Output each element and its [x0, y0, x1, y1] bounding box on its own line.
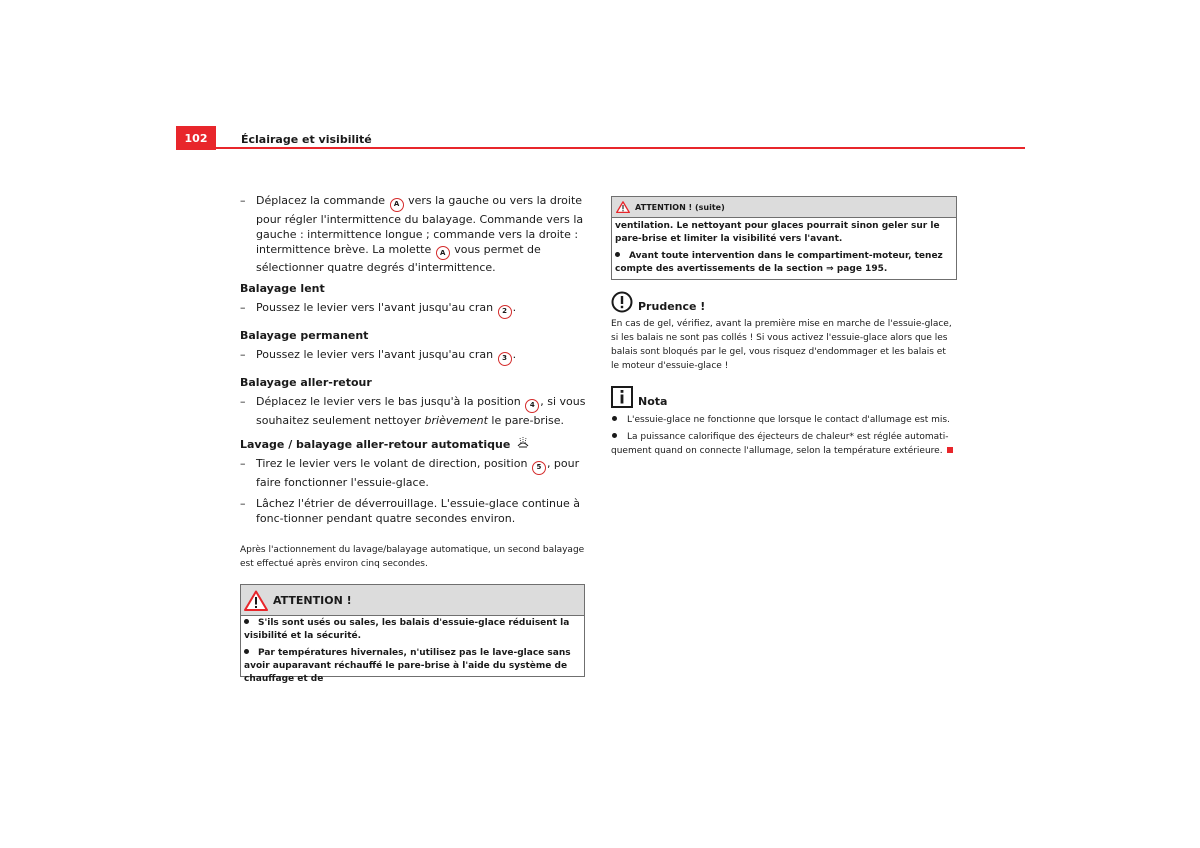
heading-wash — [240, 436, 586, 452]
note-item-1-text: L'essuie-glace ne fonctionne que lorsque le contact d'allumage est mis. — [627, 415, 950, 425]
wash-text-3: Lâchez l'étrier de déverrouillage. L'essuie-glace continue à fonc-tionner pendant quatre secondes environ. — [256, 497, 580, 525]
intro-step — [240, 193, 586, 275]
caution-title: Prudence ! — [638, 300, 706, 313]
cross-reference-page-link[interactable]: page 195. — [836, 264, 888, 274]
note-section — [611, 386, 956, 458]
after-note: Après l'actionnement du lavage/balayage automatique, un second balayage est effectué après environ cinq secondes. — [240, 545, 585, 569]
note-item — [611, 413, 956, 427]
single-text-2: , si vous souhaitez seulement nettoyer — [256, 395, 586, 427]
note-header — [611, 386, 956, 408]
permanent-text: Poussez le levier vers l'avant jusqu'au cran — [256, 348, 494, 361]
slow-step — [240, 300, 586, 319]
warning-box — [240, 584, 585, 684]
position-4-marker: 4 — [525, 399, 539, 413]
warning-continued-text: ventilation. Le nettoyant pour glaces pourrait sinon geler sur le pare-brise et limiter la visibilité vers l'avant. — [615, 221, 940, 244]
permanent-period: . — [512, 348, 517, 361]
slow-period: . — [512, 301, 517, 314]
warning-continued-title: ATTENTION ! (suite) — [635, 202, 725, 212]
note-title: Nota — [638, 395, 668, 408]
single-wipe-step — [240, 394, 586, 428]
bullet-dot — [244, 619, 249, 624]
slow-text: Poussez le levier vers l'avant jusqu'au cran — [256, 301, 494, 314]
warning-item — [244, 647, 581, 686]
bullet-dot — [612, 433, 617, 438]
caution-header — [611, 291, 956, 313]
washer-spray-icon — [516, 436, 530, 449]
header-rule — [216, 147, 1025, 149]
wash-text-2: , pour faire fonctionner l'essuie-glace. — [256, 457, 580, 489]
knob-a-marker: A — [436, 246, 450, 260]
caution-text: En cas de gel, vérifiez, avant la première mise en marche de l'essuie-glace, si les balais ne sont pas collés ! Si vous activez l'essuie-glace alors que les balais sont bloqués par le gel, vous risquez d'endommager et les balais et le moteur d'essuie-glace ! — [611, 319, 952, 371]
wash-step-1 — [240, 456, 586, 490]
cross-reference-arrow: ⇒ — [826, 264, 834, 274]
single-text-3: le pare-brise. — [491, 413, 565, 427]
end-of-section-marker — [947, 447, 953, 453]
wash-text-1: Tirez le levier vers le volant de direction, position — [256, 457, 528, 470]
permanent-step — [240, 347, 586, 366]
intro-text-3: vous permet de sélectionner quatre degrés d'intermittence. — [256, 242, 541, 274]
warning-continued-box — [611, 196, 957, 280]
heading-slow: Balayage lent — [240, 282, 325, 295]
heading-single-wipe: Balayage aller-retour — [240, 376, 372, 389]
wash-step-2 — [240, 496, 586, 526]
warning-continued-body — [612, 217, 956, 284]
page-number: 102 — [176, 126, 216, 150]
intro-text-2: vers la gauche ou vers la droite pour régler l'intermittence du balayage. Commande vers la gauche : intermittence longue ; commande vers la droite : intermittence brève. La molette — [256, 194, 584, 256]
warning-continued-header — [612, 197, 956, 217]
warning-continued-item — [615, 250, 953, 276]
warning-box-header — [241, 585, 584, 615]
warning-triangle-icon — [616, 201, 630, 213]
caution-exclamation-icon — [611, 291, 633, 313]
single-text-1: Déplacez le levier vers le bas jusqu'à la position — [256, 395, 521, 408]
position-2-marker: 2 — [498, 305, 512, 319]
bullet-dot — [612, 416, 617, 421]
position-3-marker: 3 — [498, 352, 512, 366]
info-icon — [611, 386, 633, 408]
control-a-marker: A — [390, 198, 404, 212]
warning-item — [244, 617, 581, 643]
warning-triangle-icon — [244, 590, 268, 611]
bullet-dot — [615, 252, 620, 257]
note-item-2-text: La puissance calorifique des éjecteurs de chaleur* est réglée automati-quement quand on connecte l'allumage, selon la température extérieure. — [611, 432, 949, 456]
note-item — [611, 430, 956, 458]
caution-section — [611, 291, 956, 373]
warning-continued-item-text: Avant toute intervention dans le compartiment-moteur, tenez compte des avertissements de la section — [615, 251, 943, 274]
position-5-marker: 5 — [532, 461, 546, 475]
warning-box-body — [241, 615, 584, 694]
intro-text-1: Déplacez la commande — [256, 194, 386, 207]
section-title: Éclairage et visibilité — [241, 133, 372, 146]
warning-title: ATTENTION ! — [273, 593, 352, 607]
warning-item-1-text: S'ils sont usés ou sales, les balais d'essuie-glace réduisent la visibilité et la sécurité. — [244, 618, 570, 641]
single-emphasis: brièvement — [424, 413, 488, 427]
heading-permanent: Balayage permanent — [240, 329, 369, 342]
warning-item-2-text: Par températures hivernales, n'utilisez pas le lave-glace sans avoir auparavant réchauffé le pare-brise à l'aide du système de chauffage et de — [244, 648, 571, 684]
bullet-dot — [244, 649, 249, 654]
wash-heading-text: Lavage / balayage aller-retour automatique — [240, 438, 511, 451]
